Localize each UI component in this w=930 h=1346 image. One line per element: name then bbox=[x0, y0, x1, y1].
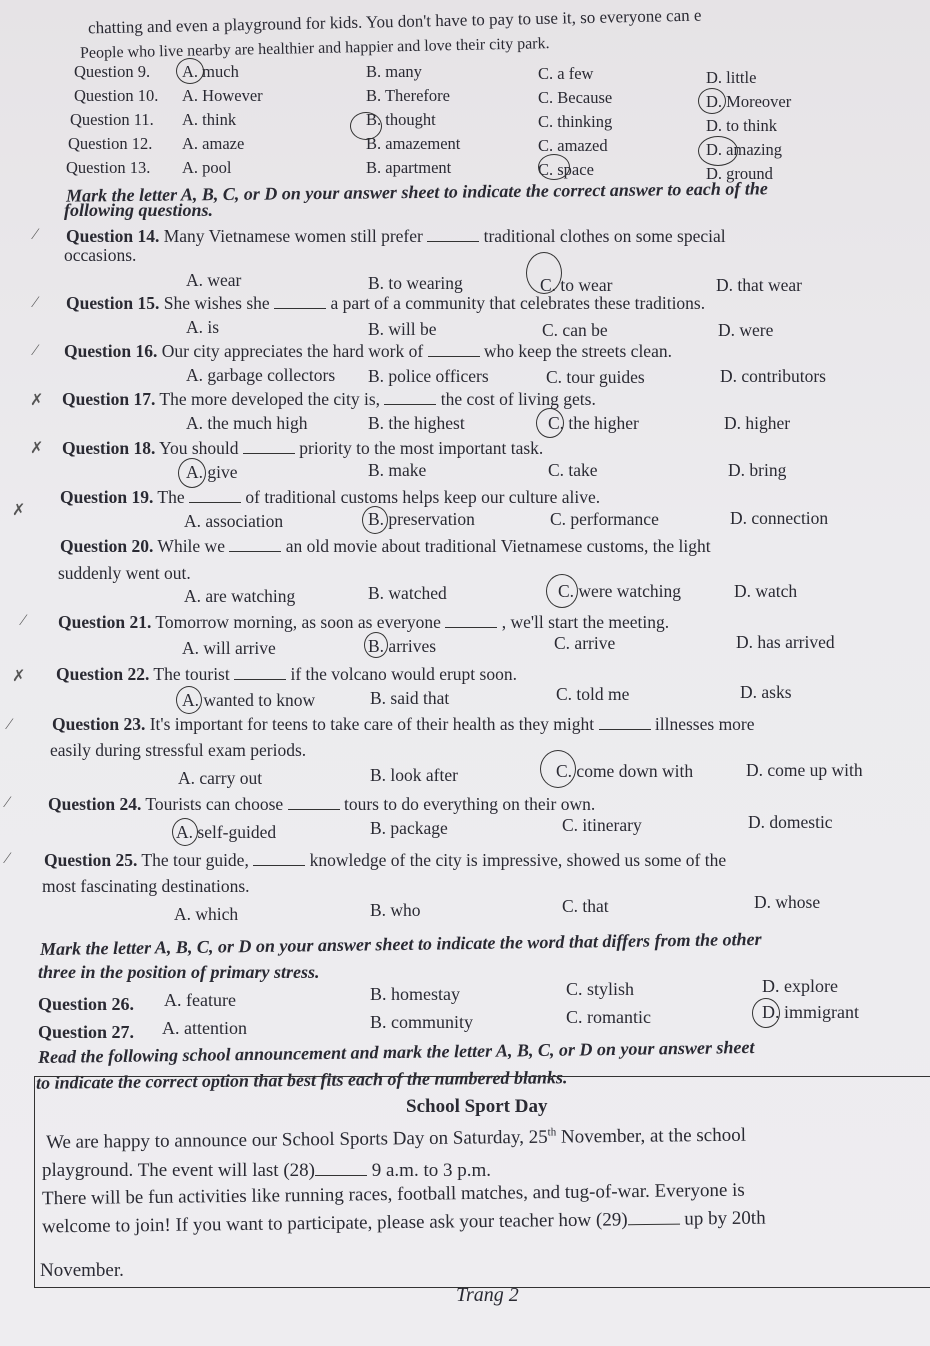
question-24-text-2: tours to do everything on their own. bbox=[343, 794, 596, 814]
question-14-text-3: occasions. bbox=[64, 245, 137, 265]
q26-option-c: C. stylish bbox=[566, 979, 635, 999]
option-a: A. amaze bbox=[182, 134, 245, 153]
option-b: B. thought bbox=[366, 110, 436, 129]
answer-blank bbox=[288, 795, 340, 810]
q15-option-c: C. can be bbox=[542, 320, 608, 340]
q18-option-b: B. make bbox=[368, 460, 427, 480]
q24-option-d: D. domestic bbox=[748, 812, 833, 832]
pencil-mark: ⁄ bbox=[22, 612, 25, 629]
pencil-mark: ✗ bbox=[12, 668, 26, 685]
q20-option-a: A. are watching bbox=[184, 586, 296, 606]
question-label: Question 13. bbox=[66, 158, 151, 177]
option-d: D. Moreover bbox=[706, 92, 792, 111]
question-27-label: Question 27. bbox=[38, 1022, 135, 1042]
q16-option-c: C. tour guides bbox=[546, 367, 645, 387]
pencil-mark: ⁄ bbox=[6, 794, 9, 811]
question-25-text-3: most fascinating destinations. bbox=[42, 876, 250, 896]
answer-circle bbox=[176, 686, 202, 714]
q24-option-a: A. self-guided bbox=[176, 822, 277, 842]
question-26-label: Question 26. bbox=[38, 994, 135, 1014]
question-20-text-1: While we bbox=[157, 536, 225, 556]
q27-option-a: A. attention bbox=[162, 1018, 247, 1038]
q24-option-b: B. package bbox=[370, 818, 448, 838]
question-15-text-1: She wishes she bbox=[163, 293, 270, 313]
question-19-label: Question 19. bbox=[60, 487, 154, 507]
q17-option-c: C. the higher bbox=[548, 413, 639, 433]
question-15 bbox=[66, 293, 705, 314]
question-14-text-2: traditional clothes on some special bbox=[483, 226, 726, 246]
announcement-line-2 bbox=[42, 1160, 491, 1182]
q26-option-a: A. feature bbox=[164, 990, 236, 1010]
question-18 bbox=[62, 438, 543, 459]
pencil-mark: ✗ bbox=[30, 392, 44, 409]
q14-option-a: A. wear bbox=[186, 270, 242, 290]
question-19-text-1: The bbox=[157, 487, 185, 507]
announcement-superscript: th bbox=[547, 1126, 557, 1139]
announcement-line-1-text-a: We are happy to announce our School Sports Day on Saturday, 25 bbox=[45, 1126, 548, 1153]
option-b: B. amazement bbox=[366, 134, 461, 153]
question-14-label: Question 14. bbox=[66, 226, 160, 246]
question-24 bbox=[48, 794, 595, 815]
answer-blank bbox=[428, 342, 480, 357]
q19-option-c: C. performance bbox=[550, 509, 659, 529]
question-21-label: Question 21. bbox=[58, 612, 152, 632]
pencil-mark: ⁄ bbox=[34, 294, 37, 311]
q18-option-a: A. give bbox=[186, 462, 238, 482]
answer-circle bbox=[350, 112, 382, 140]
q15-option-d: D. were bbox=[718, 320, 774, 340]
question-23-text-1: It's important for teens to take care of their health as they might bbox=[149, 714, 595, 734]
question-14-text-1: Many Vietnamese women still prefer bbox=[163, 226, 423, 246]
q25-option-c: C. that bbox=[562, 896, 609, 916]
instruction-2-line-1: Mark the letter A, B, C, or D on your answer sheet to indicate the word that differs from the other bbox=[39, 928, 762, 960]
option-c: C. space bbox=[538, 160, 594, 179]
q14-option-b: B. to wearing bbox=[368, 273, 463, 293]
question-25-text-1: The tour guide, bbox=[141, 850, 249, 870]
question-19-text-2: of traditional customs helps keep our culture alive. bbox=[245, 487, 601, 507]
announcement-title: School Sport Day bbox=[406, 1096, 548, 1117]
question-18-text-1: You should bbox=[159, 438, 239, 458]
pencil-mark: ⁄ bbox=[6, 850, 9, 867]
question-22-label: Question 22. bbox=[56, 664, 150, 684]
answer-blank bbox=[234, 665, 286, 680]
announcement-line-5: November. bbox=[40, 1260, 124, 1281]
question-21-text-2: , we'll start the meeting. bbox=[501, 612, 670, 632]
answer-circle bbox=[526, 252, 562, 294]
answer-circle bbox=[176, 58, 204, 84]
q15-option-b: B. will be bbox=[368, 319, 437, 339]
answer-blank bbox=[627, 1210, 679, 1226]
question-21 bbox=[58, 612, 669, 633]
pencil-mark: ⁄ bbox=[34, 226, 37, 243]
announcement-line-4-text-b: up by 20th bbox=[679, 1207, 766, 1230]
q23-option-d: D. come up with bbox=[746, 760, 863, 780]
q22-option-b: B. said that bbox=[370, 688, 450, 708]
q23-option-a: A. carry out bbox=[178, 768, 263, 788]
answer-blank bbox=[427, 227, 479, 242]
q22-option-c: C. told me bbox=[556, 684, 630, 704]
question-15-label: Question 15. bbox=[66, 293, 160, 313]
question-20-text-2: an old movie about traditional Vietnamese customs, the light bbox=[285, 536, 711, 556]
q27-option-b: B. community bbox=[370, 1012, 473, 1032]
pencil-mark: ⁄ bbox=[8, 716, 11, 733]
q20-option-d: D. watch bbox=[734, 581, 798, 601]
question-label: Question 10. bbox=[74, 86, 159, 105]
q16-option-d: D. contributors bbox=[720, 366, 826, 386]
question-25-text-2: knowledge of the city is impressive, showed us some of the bbox=[309, 850, 727, 870]
question-22 bbox=[56, 664, 517, 685]
answer-circle bbox=[546, 574, 578, 608]
option-b: B. apartment bbox=[366, 158, 452, 177]
question-label: Question 12. bbox=[68, 134, 153, 153]
answer-blank bbox=[384, 390, 436, 405]
question-15-text-2: a part of a community that celebrates these traditions. bbox=[330, 293, 706, 313]
option-d: D. to think bbox=[706, 116, 778, 135]
question-16 bbox=[64, 341, 672, 362]
instruction-3-line-1: Read the following school announcement and mark the letter A, B, C, or D on your answer sheet bbox=[37, 1036, 755, 1068]
answer-circle bbox=[538, 154, 570, 180]
answer-blank bbox=[243, 439, 295, 454]
instruction-3-line-2: to indicate the correct option that best fits each of the numbered blanks. bbox=[35, 1067, 568, 1093]
q25-option-d: D. whose bbox=[754, 892, 821, 912]
question-17-label: Question 17. bbox=[62, 389, 156, 409]
q26-option-d: D. explore bbox=[762, 976, 838, 996]
question-23-text-2: illnesses more bbox=[654, 714, 755, 734]
q22-option-d: D. asks bbox=[740, 682, 792, 702]
q14-option-c: C. to wear bbox=[540, 275, 613, 295]
option-c: C. thinking bbox=[538, 112, 613, 131]
q27-option-d: D. immigrant bbox=[762, 1002, 859, 1022]
question-23-text-3: easily during stressful exam periods. bbox=[50, 740, 307, 760]
option-a: A. However bbox=[182, 86, 263, 105]
q18-option-c: C. take bbox=[548, 460, 598, 480]
question-label: Question 11. bbox=[70, 110, 154, 129]
top-text-line-2: People who live nearby are healthier and happier and love their city park. bbox=[79, 35, 550, 62]
option-d: D. ground bbox=[706, 164, 773, 183]
question-16-label: Question 16. bbox=[64, 341, 158, 361]
option-a: A. pool bbox=[182, 158, 232, 177]
q23-option-c: C. come down with bbox=[556, 761, 694, 781]
question-16-text-2: who keep the streets clean. bbox=[483, 341, 672, 361]
q25-option-b: B. who bbox=[370, 900, 421, 920]
question-24-label: Question 24. bbox=[48, 794, 142, 814]
instruction-1-line-1: Mark the letter A, B, C, or D on your answer sheet to indicate the correct answer to each of the bbox=[65, 178, 768, 206]
question-17 bbox=[62, 389, 596, 410]
q21-option-a: A. will arrive bbox=[182, 638, 276, 658]
question-19 bbox=[60, 487, 600, 508]
q20-option-b: B. watched bbox=[368, 583, 447, 603]
question-label: Question 9. bbox=[74, 62, 151, 81]
q17-option-b: B. the highest bbox=[368, 413, 465, 433]
answer-circle bbox=[536, 408, 564, 438]
q21-option-c: C. arrive bbox=[554, 633, 616, 653]
option-d: D. little bbox=[706, 68, 757, 87]
q17-option-a: A. the much high bbox=[186, 413, 308, 433]
answer-blank bbox=[253, 851, 305, 866]
question-18-text-2: priority to the most important task. bbox=[299, 438, 544, 458]
question-18-label: Question 18. bbox=[62, 438, 156, 458]
q15-option-a: A. is bbox=[186, 317, 220, 337]
q17-option-d: D. higher bbox=[724, 413, 791, 433]
answer-blank bbox=[229, 537, 281, 552]
instruction-1-line-2: following questions. bbox=[64, 200, 214, 220]
question-14 bbox=[66, 226, 726, 247]
q21-option-d: D. has arrived bbox=[736, 632, 835, 652]
q23-option-b: B. look after bbox=[370, 765, 458, 785]
option-c: C. amazed bbox=[538, 136, 608, 155]
announcement-line-4-text-a: welcome to join! If you want to participate, please ask your teacher how (29) bbox=[41, 1209, 628, 1238]
answer-circle bbox=[178, 458, 206, 488]
option-c: C. a few bbox=[538, 64, 594, 83]
option-a: A. think bbox=[182, 110, 237, 129]
pencil-mark: ⁄ bbox=[34, 342, 37, 359]
question-25 bbox=[44, 850, 726, 871]
question-20-label: Question 20. bbox=[60, 536, 154, 556]
q27-option-c: C. romantic bbox=[566, 1007, 651, 1027]
option-b: B. many bbox=[366, 62, 422, 81]
announcement-line-3: There will be fun activities like running races, football matches, and tug-of-war. Everyone is bbox=[41, 1179, 745, 1210]
q16-option-b: B. police officers bbox=[368, 366, 489, 386]
question-22-text-1: The tourist bbox=[153, 664, 230, 684]
question-20-text-3: suddenly went out. bbox=[58, 563, 191, 583]
q16-option-a: A. garbage collectors bbox=[186, 365, 336, 385]
answer-circle bbox=[172, 818, 198, 846]
page-footer: Trang 2 bbox=[456, 1284, 519, 1306]
q26-option-b: B. homestay bbox=[370, 984, 460, 1004]
instruction-2-line-2: three in the position of primary stress. bbox=[38, 962, 320, 982]
question-24-text-1: Tourists can choose bbox=[145, 794, 284, 814]
answer-blank bbox=[445, 613, 497, 628]
pencil-mark: ✗ bbox=[12, 502, 26, 519]
answer-blank bbox=[189, 488, 241, 503]
option-d: D. amazing bbox=[706, 140, 783, 159]
answer-blank bbox=[315, 1161, 367, 1176]
q21-option-b: B. arrives bbox=[368, 636, 437, 656]
announcement-line-1-text-b: November, at the school bbox=[556, 1124, 747, 1148]
answer-circle bbox=[698, 88, 726, 114]
question-17-text-2: the cost of living gets. bbox=[440, 389, 596, 409]
q18-option-d: D. bring bbox=[728, 460, 787, 480]
q19-option-d: D. connection bbox=[730, 508, 829, 528]
announcement-line-2-text-b: 9 a.m. to 3 p.m. bbox=[366, 1160, 492, 1181]
answer-blank bbox=[599, 715, 651, 730]
question-20 bbox=[60, 536, 711, 557]
pencil-mark: ✗ bbox=[30, 440, 44, 457]
answer-circle bbox=[540, 750, 576, 788]
announcement-line-2-text-a: playground. The event will last (28) bbox=[42, 1160, 315, 1181]
q24-option-c: C. itinerary bbox=[562, 815, 642, 835]
question-16-text-1: Our city appreciates the hard work of bbox=[161, 341, 424, 361]
question-23 bbox=[52, 714, 755, 735]
option-c: C. Because bbox=[538, 88, 613, 107]
q25-option-a: A. which bbox=[174, 904, 239, 924]
q20-option-c: C. were watching bbox=[558, 581, 681, 601]
q22-option-a: A. wanted to know bbox=[182, 690, 316, 710]
question-23-label: Question 23. bbox=[52, 714, 146, 734]
option-b: B. Therefore bbox=[366, 86, 450, 105]
top-text-line-1: chatting and even a playground for kids. You don't have to pay to use it, so everyone can e bbox=[87, 5, 702, 38]
question-17-text-1: The more developed the city is, bbox=[159, 389, 381, 409]
question-21-text-1: Tomorrow morning, as soon as everyone bbox=[155, 612, 441, 632]
q19-option-a: A. association bbox=[184, 511, 284, 531]
answer-circle bbox=[362, 506, 388, 534]
answer-circle bbox=[752, 998, 780, 1028]
q19-option-b: B. preservation bbox=[368, 509, 475, 529]
question-22-text-2: if the volcano would erupt soon. bbox=[290, 664, 517, 684]
answer-blank bbox=[274, 294, 326, 309]
q14-option-d: D. that wear bbox=[716, 275, 803, 295]
option-a: A. much bbox=[182, 62, 239, 81]
answer-circle bbox=[364, 632, 388, 658]
answer-circle bbox=[698, 136, 738, 166]
question-25-label: Question 25. bbox=[44, 850, 138, 870]
